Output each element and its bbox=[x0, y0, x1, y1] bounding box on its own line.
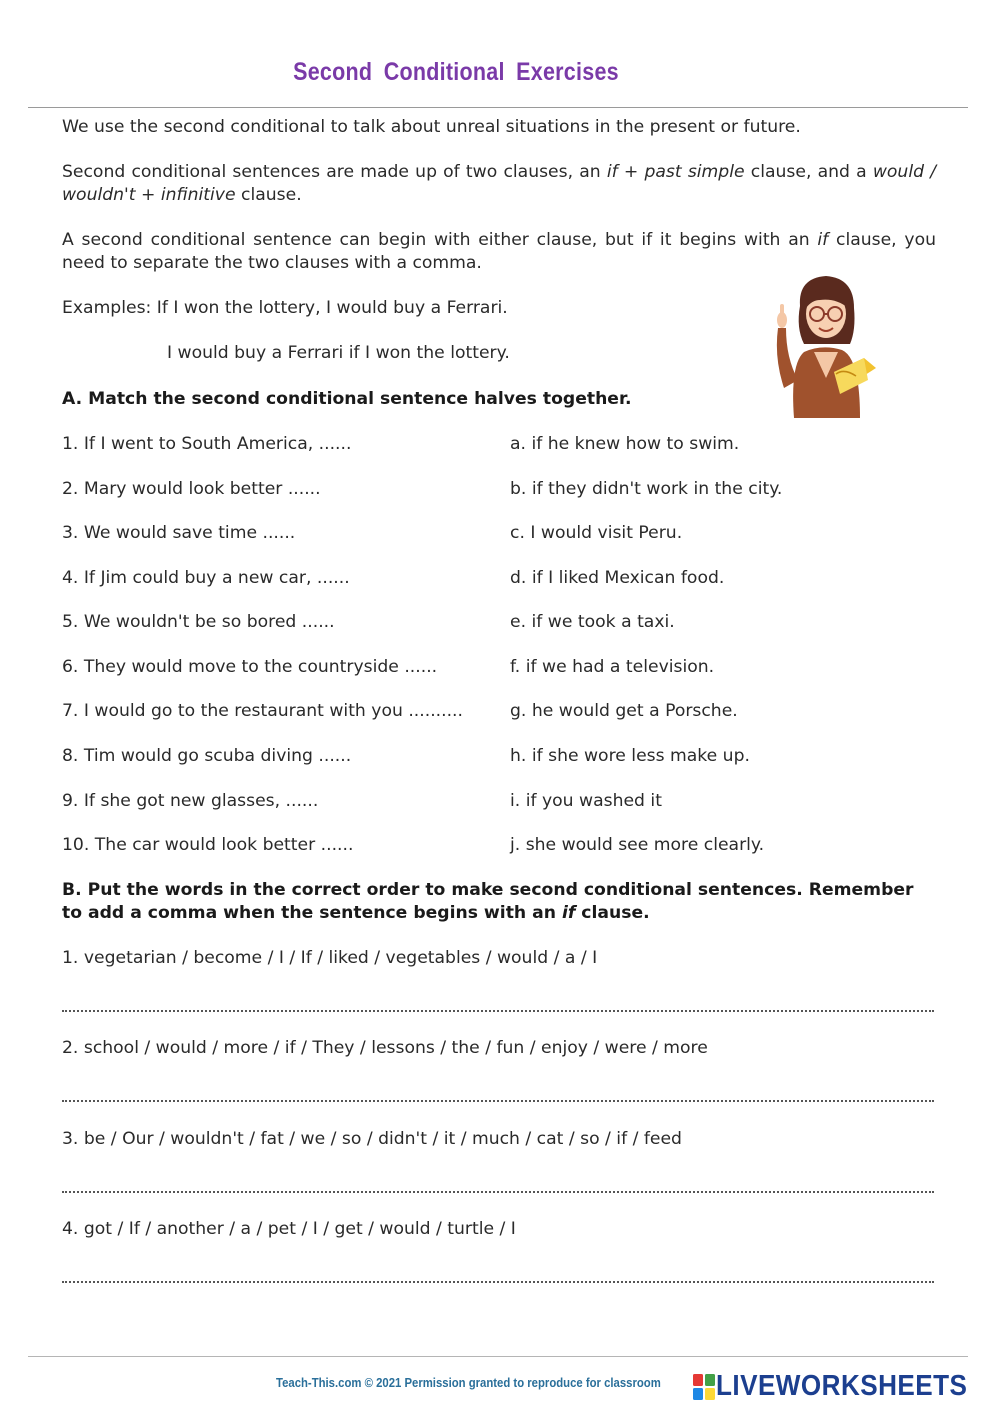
match-left-item: 6. They would move to the countryside ...... bbox=[62, 657, 438, 677]
match-right-item: i. if you washed it bbox=[510, 791, 662, 811]
match-right-item: d. if I liked Mexican food. bbox=[510, 568, 725, 588]
match-right-item: a. if he knew how to swim. bbox=[510, 434, 740, 454]
match-left-item: 5. We wouldn't be so bored ...... bbox=[62, 612, 335, 632]
match-right-item: c. I would visit Peru. bbox=[510, 523, 683, 543]
liveworksheets-logo-icon bbox=[692, 1373, 716, 1401]
section-a-heading: A. Match the second conditional sentence halves together. bbox=[62, 389, 632, 409]
section-b-heading-line-2: to add a comma when the sentence begins with an if clause. bbox=[62, 903, 650, 923]
intro-paragraph-2: Second conditional sentences are made up of two clauses, an if + past simple clause, and a would / wouldn't + infinitive clause. bbox=[62, 162, 936, 205]
answer-line-2[interactable] bbox=[62, 1086, 934, 1102]
match-right-item: h. if she wore less make up. bbox=[510, 746, 750, 766]
example-1: Examples: If I won the lottery, I would buy a Ferrari. bbox=[62, 298, 508, 318]
match-left-item: 10. The car would look better ...... bbox=[62, 835, 354, 855]
footer-divider bbox=[28, 1356, 968, 1357]
teacher-with-book-illustration bbox=[764, 268, 880, 420]
intro-paragraph-1: We use the second conditional to talk about unreal situations in the present or future. bbox=[62, 117, 801, 137]
page-title: Second Conditional Exercises bbox=[293, 58, 619, 86]
match-right-item: g. he would get a Porsche. bbox=[510, 701, 738, 721]
liveworksheets-brand[interactable]: LIVEWORKSHEETS bbox=[716, 1370, 968, 1402]
match-left-item: 9. If she got new glasses, ...... bbox=[62, 791, 319, 811]
example-2: I would buy a Ferrari if I won the lottery. bbox=[167, 343, 510, 363]
match-left-item: 1. If I went to South America, ...... bbox=[62, 434, 352, 454]
answer-line-3[interactable] bbox=[62, 1177, 934, 1193]
match-right-item: f. if we had a television. bbox=[510, 657, 715, 677]
match-left-item: 4. If Jim could buy a new car, ...... bbox=[62, 568, 350, 588]
header-divider bbox=[28, 107, 968, 108]
copyright-notice: Teach-This.com © 2021 Permission granted to reproduce for classroom bbox=[276, 1376, 661, 1390]
match-right-item: j. she would see more clearly. bbox=[510, 835, 765, 855]
match-left-item: 8. Tim would go scuba diving ...... bbox=[62, 746, 352, 766]
answer-line-1[interactable] bbox=[62, 996, 934, 1012]
match-left-item: 7. I would go to the restaurant with you .......... bbox=[62, 701, 463, 721]
answer-line-4[interactable] bbox=[62, 1267, 934, 1283]
reorder-item-1: 1. vegetarian / become / I / If / liked / vegetables / would / a / I bbox=[62, 948, 598, 968]
match-left-item: 2. Mary would look better ...... bbox=[62, 479, 321, 499]
intro-paragraph-3: A second conditional sentence can begin with either clause, but if it begins with an if clause, you need to separate the two clauses with a comma. bbox=[62, 230, 936, 273]
match-left-item: 3. We would save time ...... bbox=[62, 523, 296, 543]
match-right-item: e. if we took a taxi. bbox=[510, 612, 675, 632]
reorder-item-4: 4. got / If / another / a / pet / I / get / would / turtle / I bbox=[62, 1219, 516, 1239]
section-b-heading-line-1: B. Put the words in the correct order to make second conditional sentences. Remember bbox=[62, 880, 914, 900]
match-right-item: b. if they didn't work in the city. bbox=[510, 479, 783, 499]
reorder-item-2: 2. school / would / more / if / They / lessons / the / fun / enjoy / were / more bbox=[62, 1038, 708, 1058]
reorder-item-3: 3. be / Our / wouldn't / fat / we / so / didn't / it / much / cat / so / if / feed bbox=[62, 1129, 682, 1149]
